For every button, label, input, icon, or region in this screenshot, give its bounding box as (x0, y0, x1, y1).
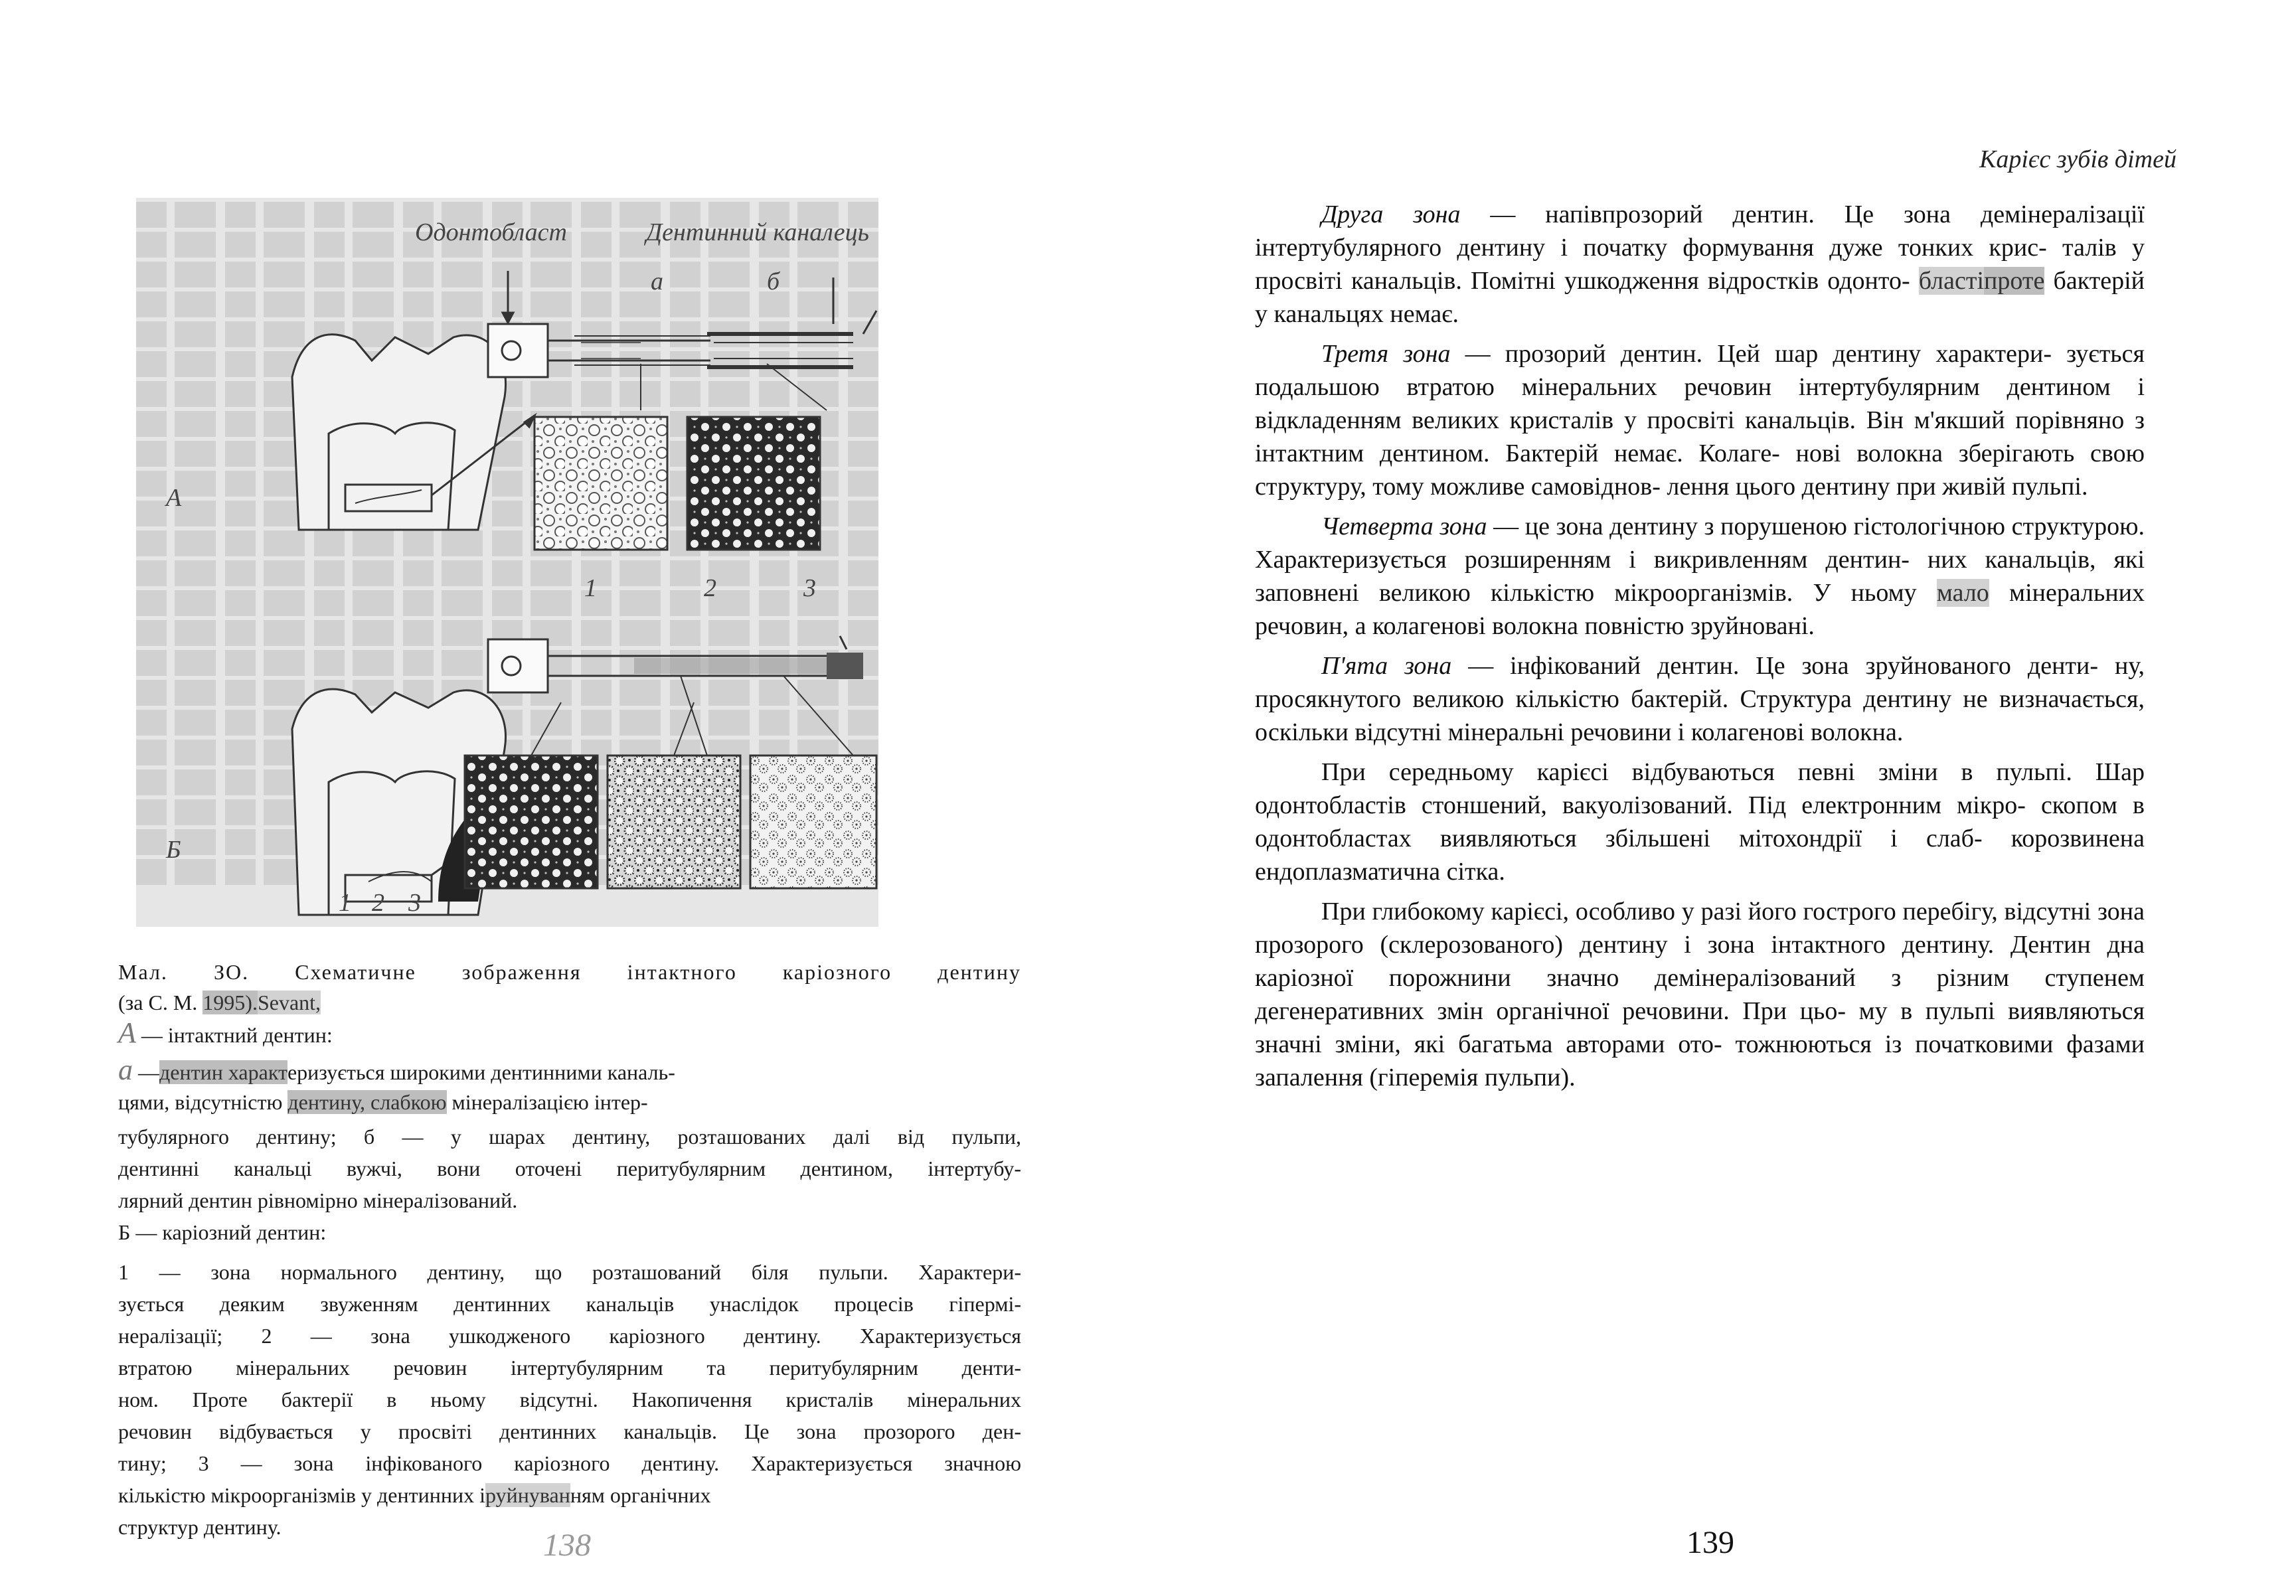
caption-line-6: лярний дентин рівномірно мінералізований. (118, 1188, 518, 1212)
paragraph-zone-2: Друга зона — напівпрозорий дентин. Це зона демінералізації інтертубулярного дентину і початку формування дуже тонких крис- талів у просвіті канальців. Помітні ушкодження відростків одонто- бластіпроте бактерій у канальцях немає. (1255, 200, 2145, 328)
paragraph-medium-caries: При середньому карієсі відбуваються певні зміни в пульпі. Шар одонтобластів стоншений, вакуолізований. Під електронним мікро- скопом в одонтобластах виявляються збільшені мітохондрії і слаб- корозвинена ендоплазматична сітка. (1255, 758, 2145, 886)
caption-para-4: втратою мінеральних речовин інтертубулярним та перитубулярним денти- (118, 1356, 1021, 1380)
caption-line-a: а —дентин характеризується широкими дентинними каналь- (118, 1054, 675, 1086)
caption-line-3: цями, відсутністю дентину, слабкою мінералізацією інтер- (118, 1090, 648, 1114)
figure-drawing (136, 198, 878, 927)
right-page-body (1255, 198, 2145, 1101)
label-3-bottom: 3 (408, 889, 421, 917)
figure-dentin-diagram (136, 198, 878, 927)
label-2-top: 2 (704, 574, 716, 602)
caption-source: (за С. М. 1995).Sevant, (118, 991, 321, 1014)
caption-line-5: дентинні канальці вужчі, вони оточені перитубулярним дентином, інтертубу- (118, 1157, 1021, 1180)
page-number-left: 138 (543, 1528, 591, 1563)
label-1-bottom: 1 (339, 889, 351, 917)
caption-para-5: ном. Проте бактерії в ньому відсутні. Накопичення кристалів мінеральних (118, 1388, 1021, 1411)
label-3-top: 3 (803, 574, 816, 602)
label-B: Б (166, 836, 181, 864)
caption-para-8: кількістю мікроорганізмів у дентинних іруйнуванням органічних (118, 1483, 711, 1507)
paragraph-zone-5: П'ята зона — інфікований дентин. Це зона зруйнованого денти- ну, просякнутого великою кількістю бактерій. Структура дентину не визначається, оскільки відсутні мінеральні речовини і колагенові волокна. (1255, 652, 2145, 746)
paragraph-zone-3: Третя зона — прозорий дентин. Цей шар дентину характери- зується подальшою втратою мінеральних речовин інтертубулярним дентином і відкладенням великих кристалів у просвіті канальців. Він м'якший порівняно з інтактним дентином. Бактерій немає. Колаге- нові волокна зберігають свою структуру, тому можливе самовіднов- лення цього дентину при живій пульпі. (1255, 340, 2145, 501)
paragraph-zone-4: Четверта зона — це зона дентину з порушеною гістологічною структурою. Характеризується розширенням і викривленням дентин- них канальців, які заповнені великою кількістю мікроорганізмів. У ньому мало мінеральних речовин, а колагенові волокна повністю зруйновані. (1255, 513, 2145, 640)
label-1-top: 1 (584, 574, 597, 602)
caption-body (118, 1121, 1021, 1543)
caption-para-2: зується деяким звуженням дентинних канальців унаслідок процесів гіпермі- (118, 1292, 1021, 1316)
caption-para-7: тину; 3 — зона інфікованого каріозного дентину. Характеризується значною (118, 1451, 1021, 1475)
caption-line-B: Б — каріозний дентин: (118, 1220, 327, 1244)
caption-para-9: структур дентину. (118, 1515, 282, 1539)
label-A: А (166, 484, 182, 512)
caption-para-1: 1 — зона нормального дентину, що розташований біля пульпи. Характери- (118, 1260, 1021, 1284)
figure-caption (118, 956, 1021, 988)
label-a: а (651, 268, 663, 295)
page-number-right: 139 (1686, 1525, 1734, 1560)
label-odontoblast: Одонтобласт (415, 218, 567, 246)
caption-para-3: нералізації; 2 — зона ушкодженого каріозного дентину. Характеризується (118, 1324, 1021, 1348)
caption-line-4: тубулярного дентину; б — у шарах дентину, розташованих далі від пульпи, (118, 1125, 1021, 1149)
paragraph-deep-caries: При глибокому карієсі, особливо у разі його гострого перебігу, відсутні зона прозорого (склерозованого) дентину і зона інтактного дентину. Дентин дна каріозної порожнини значно демінералізований з різним ступенем дегенеративних змін органічної речовини. При цьо- му в пульпі виявляються значні зміни, які багатьма авторами ото- тожнюються із початковими фазами запалення (гіперемія пульпи). (1255, 898, 2145, 1091)
running-head: Карієс зубів дітей (1979, 145, 2176, 173)
caption-line-A: А — інтактний дентин: (118, 1016, 333, 1049)
caption-title: Мал. ЗО. Схематичне зображення інтактного каріозного дентину (118, 960, 1021, 984)
label-b: б (767, 268, 780, 295)
caption-para-6: речовин відбувається у просвіті дентинних канальців. Це зона прозорого ден- (118, 1419, 1021, 1443)
label-2-bottom: 2 (372, 889, 384, 917)
label-dentin-channel: Дентинний каналець (646, 218, 869, 246)
